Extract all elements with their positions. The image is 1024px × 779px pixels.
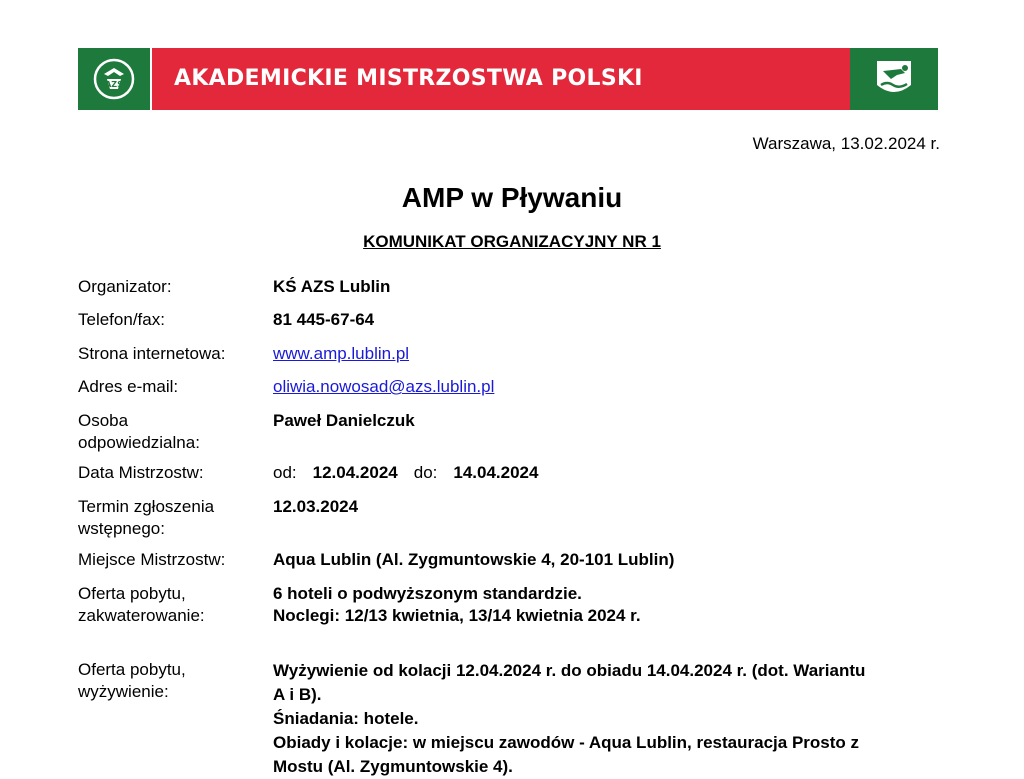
accommodation-label: Oferta pobytu, zakwaterowanie:	[78, 584, 205, 625]
dates-label: Data Mistrzostw:	[78, 463, 204, 482]
azs-eagle-icon	[92, 57, 136, 101]
email-label: Adres e-mail:	[78, 377, 179, 396]
venue-label: Miejsce Mistrzostw:	[78, 550, 226, 569]
event-banner	[78, 48, 938, 110]
dates-value: od: 12.04.2024 do: 14.04.2024	[273, 463, 539, 482]
deadline-label: Termin zgłoszenia wstępnego:	[78, 497, 215, 538]
date-from: 12.04.2024	[312, 463, 398, 482]
banner-title-strip	[152, 48, 912, 110]
website-link[interactable]: www.amp.lublin.pl	[273, 344, 410, 363]
amp-logo	[850, 48, 938, 110]
contact-value: Paweł Danielczuk	[273, 411, 415, 430]
meals-value: Wyżywienie od kolacji 12.04.2024 r. do obiadu 14.04.2024 r. (dot. Wariantu A i B). Śniadania: hotele. Obiady i kolacje: w miejscu zawodów - Aqua Lublin, restauracja Prosto z Mostu (Al. Zygmuntowskie 4).	[273, 661, 866, 776]
phone-label: Telefon/fax:	[78, 310, 165, 329]
date-to: 14.04.2024	[453, 463, 539, 482]
organizer-label: Organizator:	[78, 277, 172, 296]
svg-text:AZS: AZS	[105, 80, 123, 89]
organizer-value: KŚ AZS Lublin	[273, 277, 391, 296]
venue-value: Aqua Lublin (Al. Zygmuntowskie 4, 20-101 Lublin)	[273, 550, 675, 569]
document-subtitle: KOMUNIKAT ORGANIZACYJNY NR 1	[363, 232, 661, 251]
swimmer-shield-icon	[867, 57, 921, 101]
banner-title: AKADEMICKIE MISTRZOSTWA POLSKI	[174, 66, 643, 91]
phone-value: 81 445-67-64	[273, 310, 375, 329]
place-and-date: Warszawa, 13.02.2024 r.	[752, 134, 940, 153]
contact-label: Osoba odpowiedzialna:	[78, 411, 200, 452]
azs-logo	[78, 48, 150, 110]
email-link[interactable]: oliwia.nowosad@azs.lublin.pl	[273, 377, 495, 396]
website-label: Strona internetowa:	[78, 344, 226, 363]
accommodation-value: 6 hoteli o podwyższonym standardzie. Noclegi: 12/13 kwietnia, 13/14 kwietnia 2024 r.	[273, 584, 641, 625]
deadline-value: 12.03.2024	[273, 497, 359, 516]
document-title: AMP w Pływaniu	[401, 182, 623, 213]
meals-label: Oferta pobytu, wyżywienie:	[78, 660, 186, 701]
